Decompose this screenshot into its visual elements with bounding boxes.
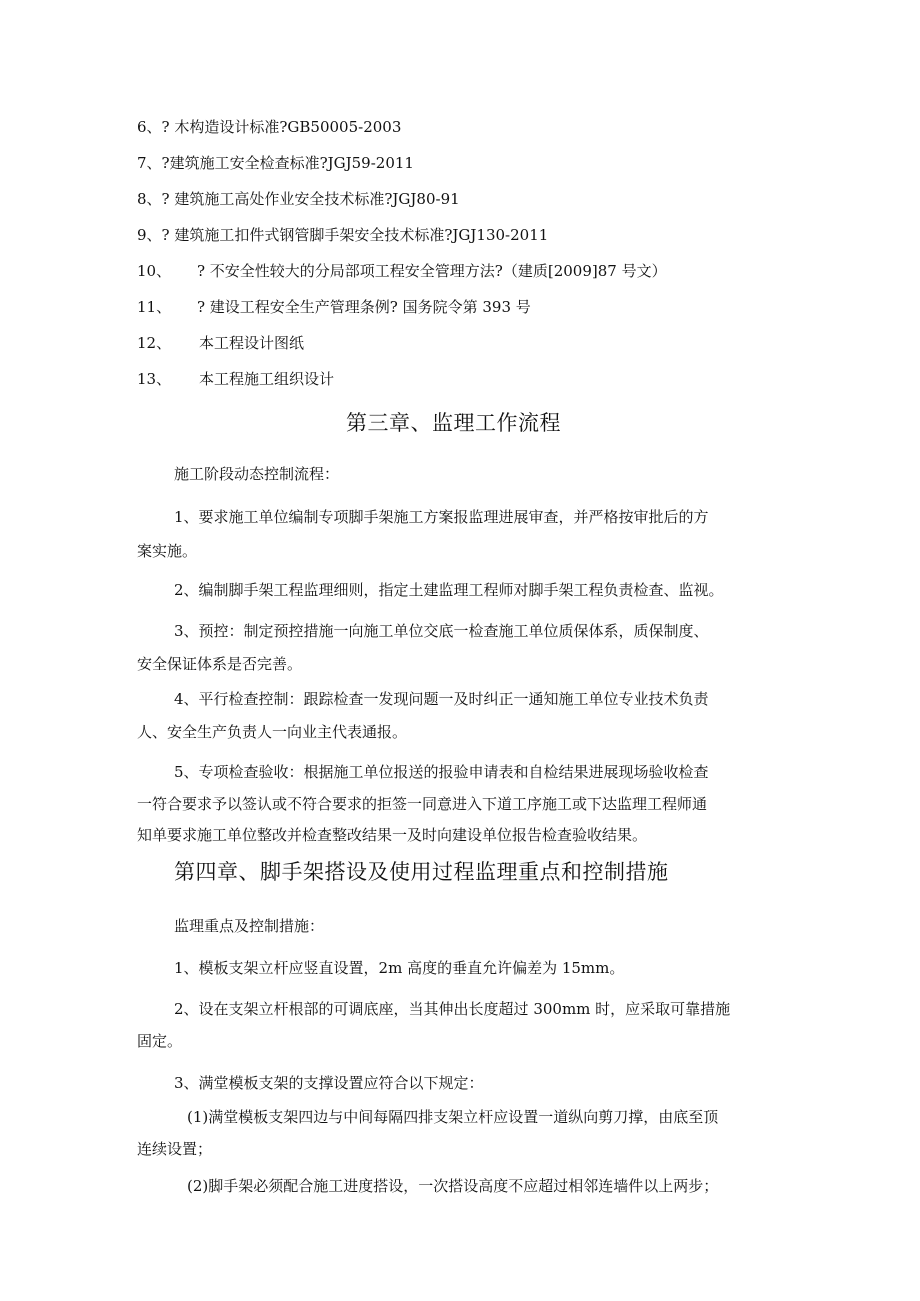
chapter-4-item-3: 3、满堂模板支架的支撑设置应符合以下规定： <box>174 1074 484 1092</box>
reference-item <box>137 189 460 209</box>
reference-item <box>137 333 304 353</box>
reference-number: 6、 <box>137 118 162 136</box>
reference-item <box>137 117 401 137</box>
reference-number: 10、 <box>137 262 172 280</box>
reference-item <box>137 225 548 245</box>
chapter-3-item-5-line-2: 一符合要求予以签认或不符合要求的拒签一同意进入下道工序施工或下达监理工程师通 <box>137 795 708 813</box>
reference-number: 9、 <box>137 226 162 244</box>
reference-item <box>137 297 531 317</box>
reference-number: 13、 <box>137 370 172 388</box>
chapter-3-item-1-line-2: 案实施。 <box>137 542 198 560</box>
reference-text: ? 建筑施工扣件式钢管脚手架安全技术标准?JGJ130-2011 <box>161 226 549 244</box>
chapter-3-item-3-line-2: 安全保证体系是否完善。 <box>137 655 303 673</box>
reference-text: ? 建设工程安全生产管理条例? 国务院令第 393 号 <box>197 298 531 316</box>
reference-number: 11、 <box>137 298 172 316</box>
chapter-3-item-2-line-1: 2、编制脚手架工程监理细则，指定土建监理工程师对脚手架工程负责检查、监视。 <box>174 581 724 599</box>
reference-number: 7、 <box>137 154 162 172</box>
reference-text: ?建筑施工安全检查标准?JGJ59-2011 <box>161 154 414 172</box>
chapter-3-intro: 施工阶段动态控制流程： <box>174 465 340 483</box>
reference-item <box>137 153 414 173</box>
chapter-3-title: 第三章、监理工作流程 <box>346 411 561 435</box>
chapter-3-item-3-line-1: 3、预控：制定预控措施一向施工单位交底一检查施工单位质保体系，质保制度、 <box>174 622 709 640</box>
reference-number: 12、 <box>137 334 172 352</box>
chapter-3-item-5-line-3: 知单要求施工单位整改并检查整改结果一及时向建设单位报告检查验收结果。 <box>137 826 648 844</box>
reference-item <box>137 261 667 281</box>
chapter-3-item-5-line-1: 5、专项检查验收：根据施工单位报送的报验申请表和自检结果进展现场验收检查 <box>174 763 709 781</box>
chapter-4-sub-1-line-2: 连续设置； <box>137 1140 213 1158</box>
chapter-4-title: 第四章、脚手架搭设及使用过程监理重点和控制措施 <box>174 860 669 884</box>
chapter-4-item-2-line-1: 2、设在支架立杆根部的可调底座，当其伸出长度超过 300mm 时，应采取可靠措施 <box>174 1000 731 1018</box>
chapter-4-intro: 监理重点及控制措施： <box>174 917 325 935</box>
reference-item <box>137 369 334 389</box>
chapter-3-item-4-line-1: 4、平行检查控制：跟踪检查一发现问题一及时纠正一通知施工单位专业技术负责 <box>174 690 709 708</box>
chapter-3-item-4-line-2: 人、安全生产负责人一向业主代表通报。 <box>137 723 408 741</box>
chapter-4-sub-1-line-1: (1)满堂模板支架四边与中间每隔四排支架立杆应设置一道纵向剪刀撑，由底至顶 <box>187 1108 719 1126</box>
reference-text: ? 木构造设计标准?GB50005-2003 <box>161 118 402 136</box>
chapter-4-sub-2: (2)脚手架必须配合施工进度搭设，一次搭设高度不应超过相邻连墙件以上两步； <box>187 1177 719 1195</box>
reference-text: ? 不安全性较大的分局部项工程安全管理方法?（建质[2009]87 号文） <box>197 262 667 280</box>
reference-number: 8、 <box>137 190 162 208</box>
reference-text: ? 建筑施工高处作业安全技术标准?JGJ80-91 <box>161 190 460 208</box>
reference-text: 本工程施工组织设计 <box>199 370 335 388</box>
chapter-3-item-1-line-1: 1、要求施工单位编制专项脚手架施工方案报监理进展审查，并严格按审批后的方 <box>174 508 709 526</box>
chapter-4-item-1: 1、模板支架立杆应竖直设置，2m 高度的垂直允许偏差为 15mm。 <box>174 959 625 977</box>
chapter-4-item-2-line-2: 固定。 <box>137 1032 183 1050</box>
reference-text: 本工程设计图纸 <box>199 334 305 352</box>
